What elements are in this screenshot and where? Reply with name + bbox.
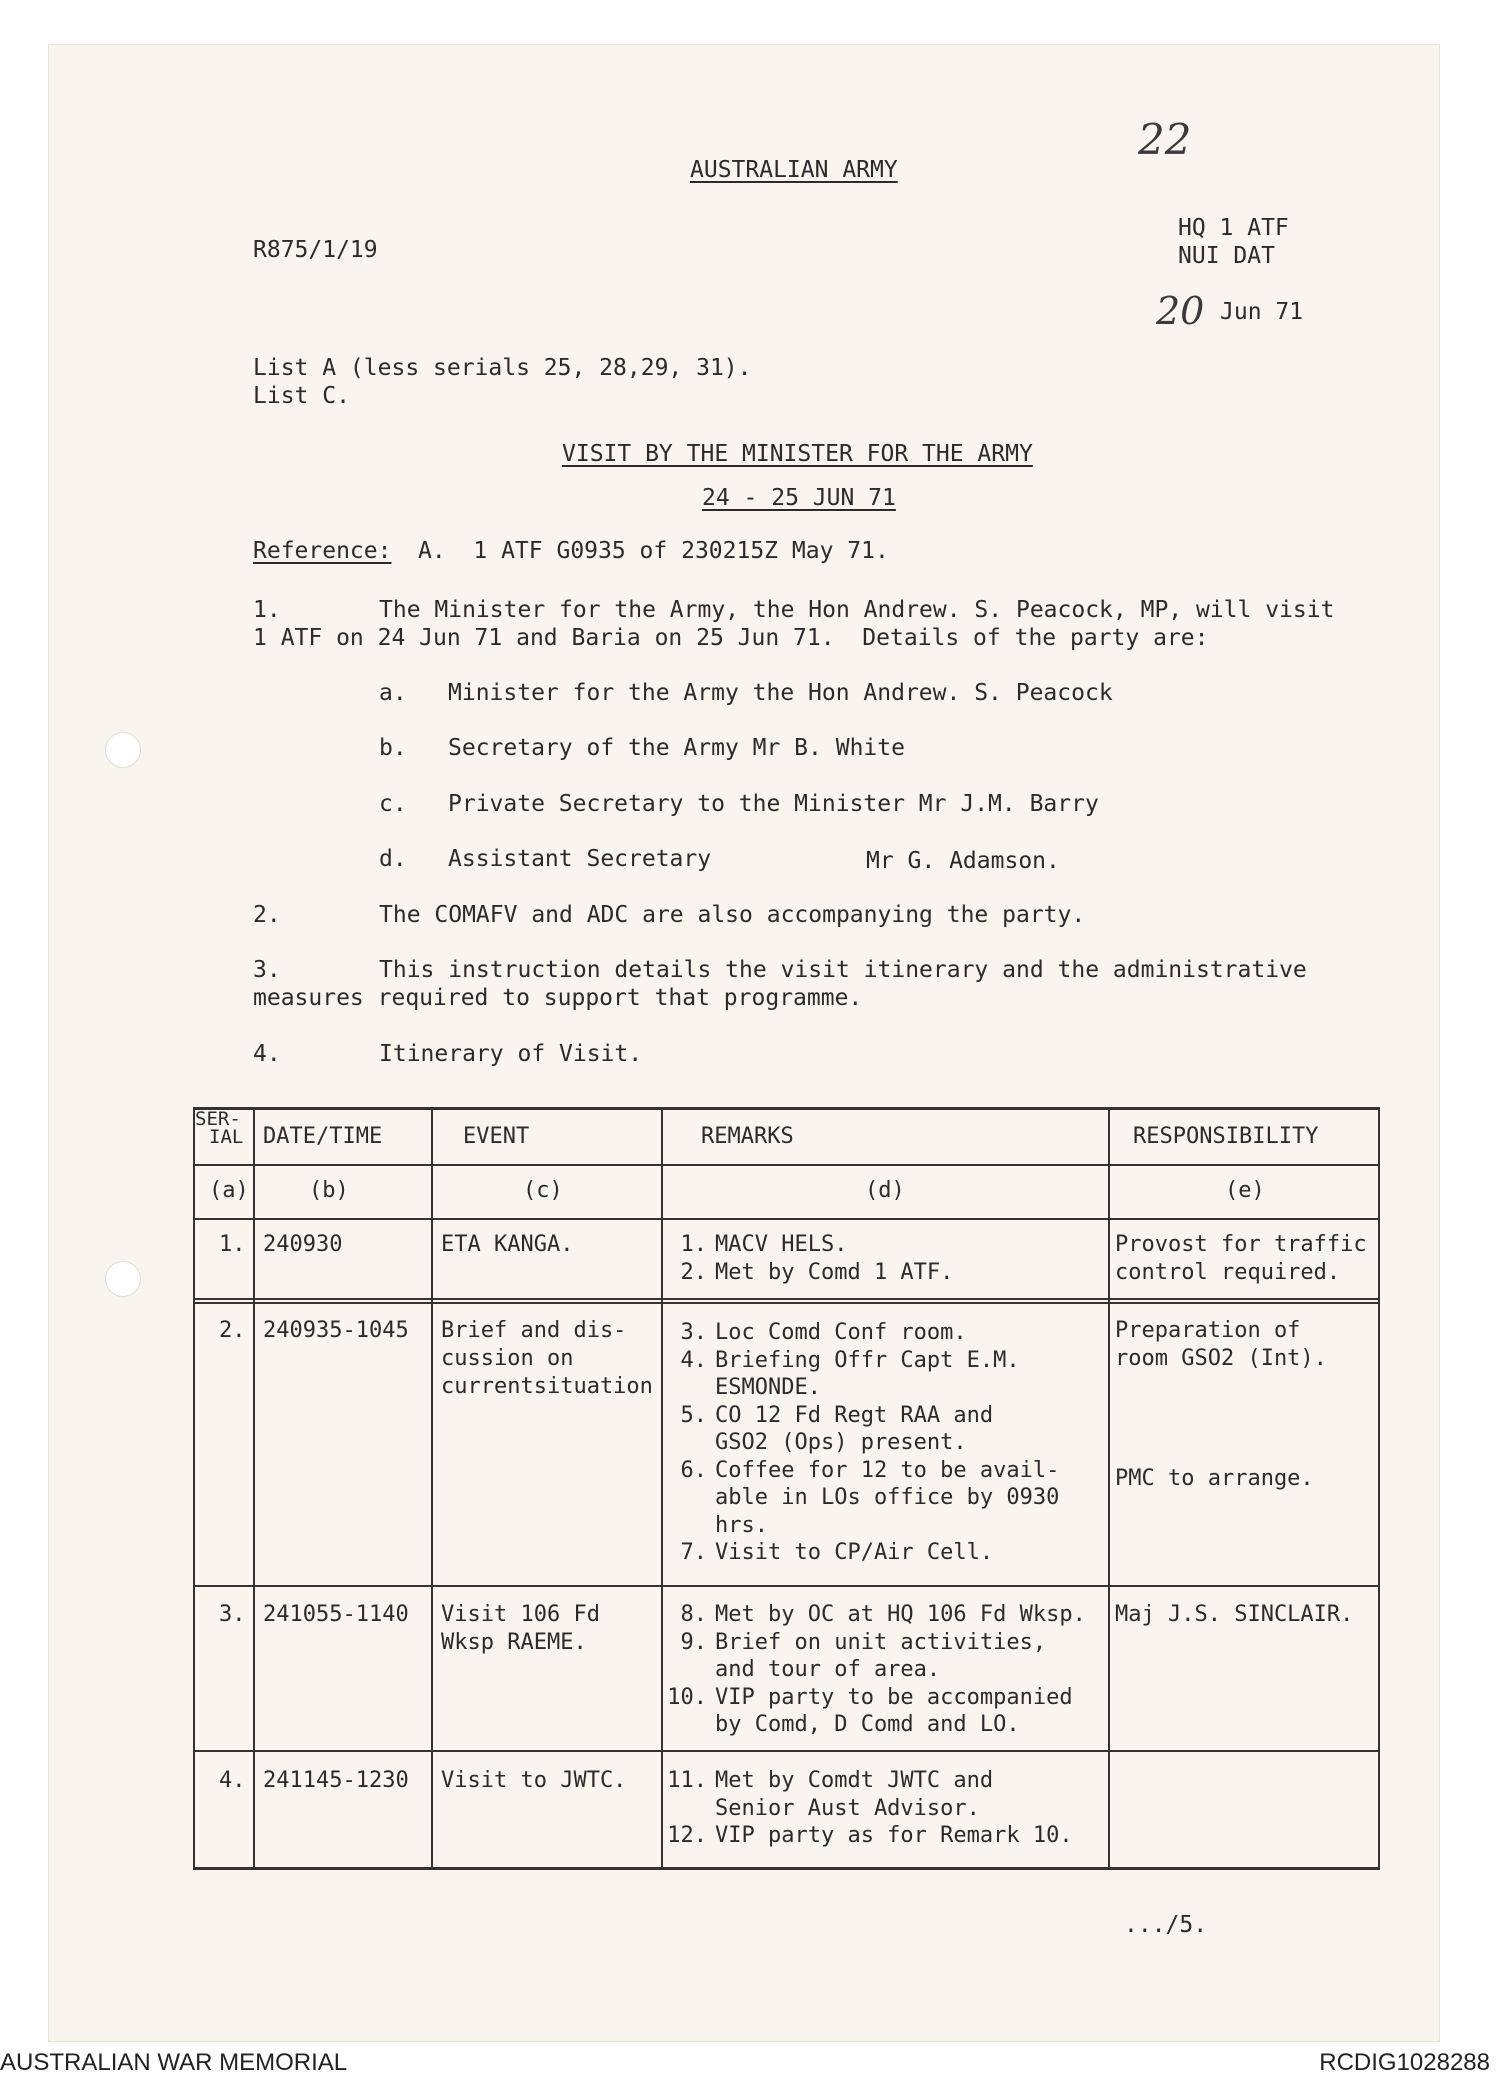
remark-text: Met by Comd 1 ATF. xyxy=(715,1259,954,1285)
remark-number: 3. xyxy=(680,1320,707,1345)
row-4-remarks xyxy=(667,1767,1073,1850)
para-1-number: 1. xyxy=(253,597,281,623)
reference-label: Reference: xyxy=(253,538,392,564)
remark-item xyxy=(667,1347,1059,1402)
party-member-b: Secretary of the Army Mr B. White xyxy=(448,735,905,761)
table-column-rule xyxy=(661,1107,663,1870)
header-datetime: DATE/TIME xyxy=(263,1124,383,1149)
row-4-serial: 4. xyxy=(219,1768,246,1793)
remark-item xyxy=(667,1601,1086,1629)
row-4-datetime: 241145-1230 xyxy=(263,1768,409,1793)
remark-number: 8. xyxy=(680,1602,707,1627)
para-4-number: 4. xyxy=(253,1041,281,1067)
file-reference: R875/1/19 xyxy=(253,237,378,263)
column-letter-b: (b) xyxy=(309,1178,349,1203)
header-remarks: REMARKS xyxy=(701,1124,794,1149)
typed-date-month: Jun 71 xyxy=(1220,299,1304,325)
punch-hole-top xyxy=(105,732,141,768)
table-rule xyxy=(193,1867,1380,1870)
footer-source: AUSTRALIAN WAR MEMORIAL xyxy=(0,2049,348,2076)
party-member-d-name: Mr G. Adamson. xyxy=(866,848,1060,874)
para-2-text: The COMAFV and ADC are also accompanying the party. xyxy=(379,902,1086,928)
remark-text: MACV HELS. xyxy=(715,1232,848,1257)
table-column-rule xyxy=(1378,1107,1380,1870)
continuation-marker: .../5. xyxy=(1124,1912,1208,1938)
distribution-list-a: List A (less serials 25, 28,29, 31). xyxy=(253,355,752,381)
column-letter-c: (c) xyxy=(523,1178,563,1203)
subject-title: VISIT BY THE MINISTER FOR THE ARMY xyxy=(562,441,1033,467)
party-letter-c: c. xyxy=(379,791,407,817)
remark-item xyxy=(667,1402,1059,1457)
row-1-serial: 1. xyxy=(219,1232,246,1257)
table-column-rule xyxy=(431,1107,433,1870)
remark-text: VIP party as for Remark 10. xyxy=(715,1823,1073,1848)
para-3-line-1: This instruction details the visit itinerary and the administrative xyxy=(379,957,1307,983)
remark-text: VIP party to be accompanied by Comd, D Comd and LO. xyxy=(715,1684,1073,1737)
table-rule xyxy=(193,1164,1380,1166)
remark-number: 1. xyxy=(680,1232,707,1257)
para-4-text: Itinerary of Visit. xyxy=(379,1041,643,1067)
hq-line-2: NUI DAT xyxy=(1178,243,1275,269)
remark-number: 12. xyxy=(667,1823,707,1848)
remark-number: 7. xyxy=(680,1540,707,1565)
remark-text: Brief on unit activities, and tour of area. xyxy=(715,1629,1047,1682)
remark-number: 11. xyxy=(667,1768,707,1793)
column-letter-e: (e) xyxy=(1225,1178,1265,1203)
remark-text: Visit to CP/Air Cell. xyxy=(715,1540,994,1565)
row-2-datetime: 240935-1045 xyxy=(263,1318,409,1343)
remark-item xyxy=(667,1767,1073,1822)
remark-item xyxy=(667,1259,953,1287)
row-1-event: ETA KANGA. xyxy=(441,1232,574,1257)
table-rule xyxy=(193,1302,1380,1304)
remark-number: 10. xyxy=(667,1684,707,1710)
remark-item xyxy=(667,1629,1086,1684)
row-2-remarks xyxy=(667,1319,1059,1567)
column-letter-a: (a) xyxy=(209,1178,249,1203)
column-letter-d: (d) xyxy=(865,1178,905,1203)
subject-dates: 24 - 25 JUN 71 xyxy=(702,485,896,511)
remark-number: 5. xyxy=(680,1402,707,1428)
remark-item xyxy=(667,1457,1059,1540)
remark-text: Briefing Offr Capt E.M. ESMONDE. xyxy=(715,1347,1020,1400)
row-2-event: Brief and dis- cussion on currentsituation xyxy=(441,1318,653,1399)
header-serial-line-2: IAL xyxy=(209,1126,244,1148)
table-column-rule xyxy=(1108,1107,1110,1870)
remark-item xyxy=(667,1822,1073,1850)
document-title: AUSTRALIAN ARMY xyxy=(690,157,898,183)
remark-text: Loc Comd Conf room. xyxy=(715,1320,967,1345)
row-3-datetime: 241055-1140 xyxy=(263,1602,409,1627)
handwritten-date-day: 20 xyxy=(1156,289,1205,333)
remark-item xyxy=(667,1684,1086,1739)
row-1-remarks xyxy=(667,1231,953,1286)
table-rule xyxy=(193,1585,1380,1587)
table-column-rule xyxy=(193,1107,195,1870)
remark-text: Coffee for 12 to be avail- able in LOs office by 0930 hrs. xyxy=(715,1457,1060,1538)
remark-item xyxy=(667,1319,1059,1347)
handwritten-page-number: 22 xyxy=(1138,115,1192,164)
row-1-responsibility: Provost for traffic control required. xyxy=(1115,1232,1367,1285)
para-3-number: 3. xyxy=(253,957,281,983)
row-3-responsibility: Maj J.S. SINCLAIR. xyxy=(1115,1602,1354,1627)
header-responsibility: RESPONSIBILITY xyxy=(1133,1124,1319,1149)
table-rule xyxy=(193,1107,1380,1110)
remark-item xyxy=(667,1231,953,1259)
party-letter-a: a. xyxy=(379,680,407,706)
para-1-line-1: The Minister for the Army, the Hon Andrew. S. Peacock, MP, will visit xyxy=(379,597,1335,623)
remark-number: 9. xyxy=(680,1629,707,1655)
party-member-d-title: Assistant Secretary xyxy=(448,846,712,872)
row-3-serial: 3. xyxy=(219,1602,246,1627)
remark-text: Met by OC at HQ 106 Fd Wksp. xyxy=(715,1602,1086,1627)
party-member-a: Minister for the Army the Hon Andrew. S. Peacock xyxy=(448,680,1113,706)
row-2-responsibility: Preparation of room GSO2 (Int). xyxy=(1115,1318,1327,1371)
header-serial-line-1: SER- xyxy=(195,1108,241,1130)
itinerary-table xyxy=(193,1107,1380,1870)
para-1-line-2: 1 ATF on 24 Jun 71 and Baria on 25 Jun 71. Details of the party are: xyxy=(253,625,1209,651)
table-rule xyxy=(193,1298,1380,1300)
footer-record-id: RCDIG1028288 xyxy=(1319,2049,1490,2076)
table-rule xyxy=(193,1218,1380,1220)
para-2-number: 2. xyxy=(253,902,281,928)
row-4-event: Visit to JWTC. xyxy=(441,1768,627,1793)
punch-hole-bottom xyxy=(105,1261,141,1297)
remark-number: 4. xyxy=(680,1347,707,1373)
para-3-line-2: measures required to support that programme. xyxy=(253,985,863,1011)
reference-text: A. 1 ATF G0935 of 230215Z May 71. xyxy=(418,538,889,564)
party-letter-b: b. xyxy=(379,735,407,761)
header-event: EVENT xyxy=(463,1124,530,1149)
hq-line-1: HQ 1 ATF xyxy=(1178,215,1289,241)
remark-item xyxy=(667,1539,1059,1567)
row-2-serial: 2. xyxy=(219,1318,246,1343)
remark-number: 6. xyxy=(680,1457,707,1483)
row-2-responsibility-coffee: PMC to arrange. xyxy=(1115,1466,1314,1491)
table-rule xyxy=(193,1750,1380,1752)
remark-text: CO 12 Fd Regt RAA and GSO2 (Ops) present. xyxy=(715,1402,994,1455)
distribution-list-c: List C. xyxy=(253,383,350,409)
party-member-c: Private Secretary to the Minister Mr J.M. Barry xyxy=(448,791,1099,817)
row-3-event: Visit 106 Fd Wksp RAEME. xyxy=(441,1602,600,1655)
table-column-rule xyxy=(253,1107,255,1870)
row-1-datetime: 240930 xyxy=(263,1232,343,1257)
party-letter-d: d. xyxy=(379,846,407,872)
row-3-remarks xyxy=(667,1601,1086,1739)
remark-text: Met by Comdt JWTC and Senior Aust Advisor. xyxy=(715,1768,994,1821)
remark-number: 2. xyxy=(680,1259,707,1285)
